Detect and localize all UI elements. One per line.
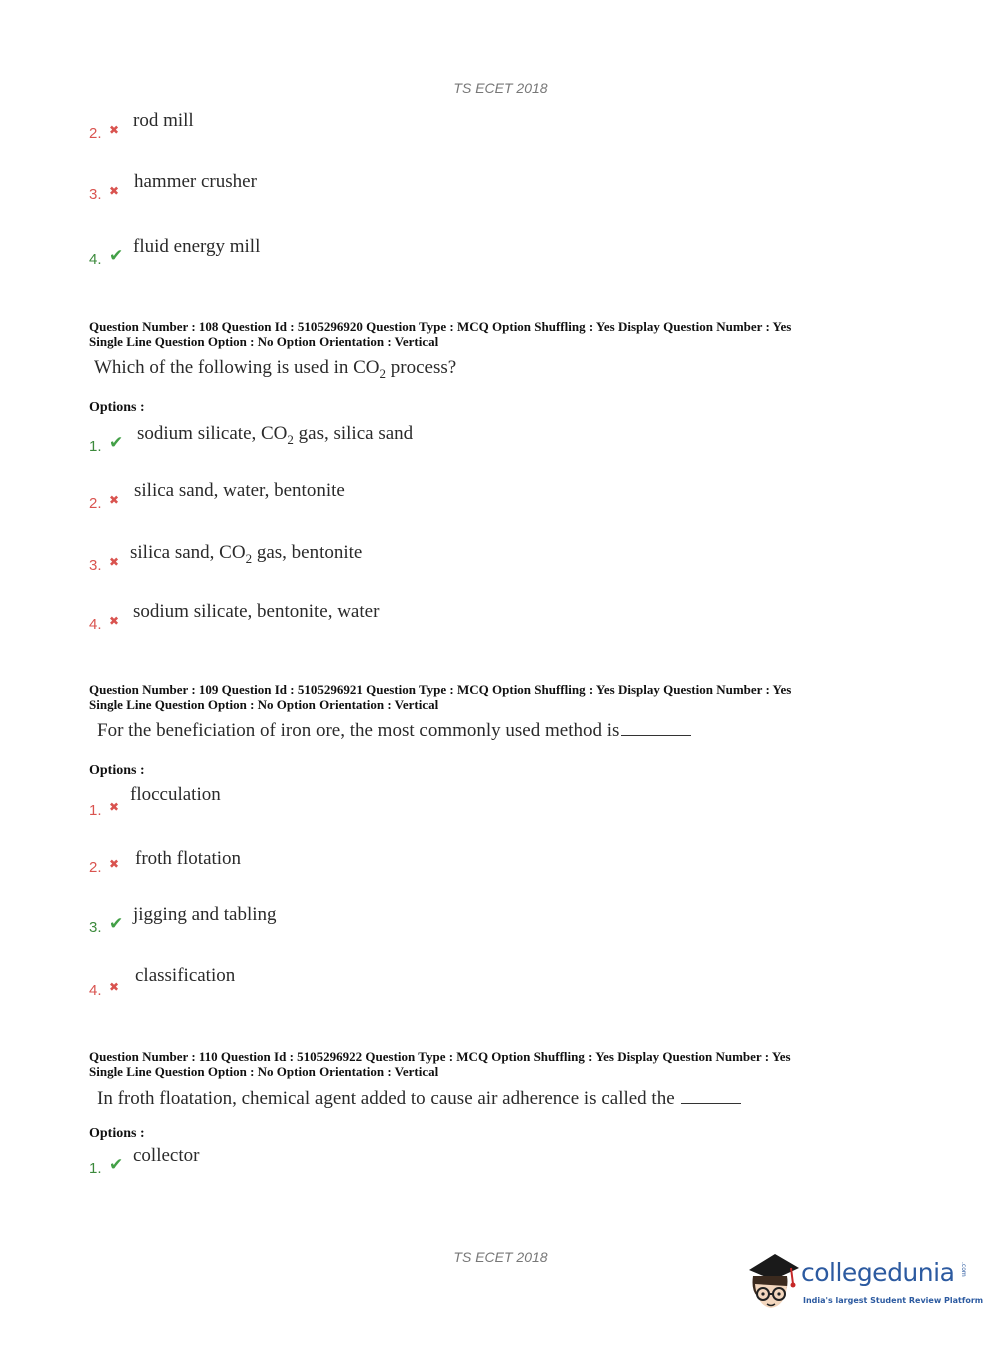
option-number: 2.: [89, 859, 102, 876]
question-meta-line2: Single Line Question Option : No Option Orientation : Vertical: [89, 697, 439, 712]
question-meta-line1: Question Number : 109 Question Id : 5105296921 Question Type : MCQ Option Shuffling : Yes Display Question Number : Yes: [89, 682, 792, 697]
option-text: classification: [135, 965, 236, 986]
option: [89, 1145, 489, 1179]
option-text: froth flotation: [135, 848, 242, 869]
question-meta: [89, 319, 909, 349]
option: [89, 965, 489, 999]
question-text: In froth floatation, chemical agent added to cause air adherence is called the: [97, 1088, 741, 1110]
question-meta-line1: Question Number : 110 Question Id : 5105296922 Question Type : MCQ Option Shuffling : Yes Display Question Number : Yes: [89, 1049, 791, 1064]
mascot-icon: [743, 1250, 801, 1320]
option-text: hammer crusher: [134, 171, 257, 192]
option-number: 3.: [89, 557, 102, 574]
options-label: Options :: [89, 1126, 145, 1141]
question-meta-line1: Question Number : 108 Question Id : 5105296920 Question Type : MCQ Option Shuffling : Yes Display Question Number : Yes: [89, 319, 792, 334]
option: [89, 236, 489, 270]
check-icon: ✔: [109, 1155, 124, 1175]
option-number: 2.: [89, 125, 102, 142]
option-number: 2.: [89, 495, 102, 512]
page-footer: TS ECET 2018: [453, 1249, 548, 1265]
answer-blank: [621, 734, 691, 736]
question-meta-line2: Single Line Question Option : No Option Orientation : Vertical: [89, 334, 439, 349]
cross-icon: ✖: [109, 555, 120, 569]
collegedunia-logo[interactable]: [743, 1250, 984, 1320]
brand-suffix: .com: [960, 1262, 967, 1277]
cross-icon: ✖: [109, 857, 120, 871]
option-text: silica sand, $CO_2$ gas, bentonite: [130, 542, 363, 566]
option-number: 1.: [89, 1160, 102, 1177]
cross-icon: ✖: [109, 184, 120, 198]
check-icon: ✔: [109, 914, 124, 934]
question-meta: [89, 682, 909, 712]
question-text: Which of the following is used in $CO_2$ process?: [94, 357, 457, 381]
options-label: Options :: [89, 400, 145, 415]
option: [89, 171, 489, 205]
option-number: 3.: [89, 919, 102, 936]
option: [89, 542, 589, 576]
cross-icon: ✖: [109, 614, 120, 628]
option: [89, 904, 489, 938]
option: [89, 601, 589, 635]
option-text: silica sand, water, bentonite: [134, 480, 345, 501]
option-number: 1.: [89, 438, 102, 455]
cross-icon: ✖: [109, 980, 120, 994]
option-text: sodium silicate, bentonite, water: [133, 601, 380, 622]
options-label: Options :: [89, 763, 145, 778]
brand-name: collegedunia: [801, 1258, 955, 1287]
question-text: For the beneficiation of iron ore, the most commonly used method is: [97, 720, 691, 742]
check-icon: ✔: [109, 433, 124, 453]
option-number: 4.: [89, 251, 102, 268]
option-text: fluid energy mill: [133, 236, 261, 257]
page-header: TS ECET 2018: [453, 80, 548, 96]
question-meta-line2: Single Line Question Option : No Option Orientation : Vertical: [89, 1064, 439, 1079]
option-number: 3.: [89, 186, 102, 203]
option: [89, 480, 589, 514]
option: [89, 423, 589, 457]
option-number: 4.: [89, 616, 102, 633]
option-number: 1.: [89, 802, 102, 819]
option-text: rod mill: [133, 110, 194, 131]
check-icon: ✔: [109, 246, 124, 266]
answer-blank: [681, 1102, 741, 1104]
option: [89, 848, 489, 882]
option: [89, 784, 489, 818]
brand-tagline: India's largest Student Review Platform: [803, 1296, 984, 1305]
option-text: collector: [133, 1145, 200, 1166]
option-text: flocculation: [130, 784, 221, 805]
option-text: sodium silicate, $CO_2$ gas, silica sand: [137, 423, 414, 447]
option: [89, 110, 489, 144]
cross-icon: ✖: [109, 123, 120, 137]
question-meta: [89, 1049, 909, 1079]
cross-icon: ✖: [109, 493, 120, 507]
cross-icon: ✖: [109, 800, 120, 814]
option-number: 4.: [89, 982, 102, 999]
option-text: jigging and tabling: [133, 904, 277, 925]
